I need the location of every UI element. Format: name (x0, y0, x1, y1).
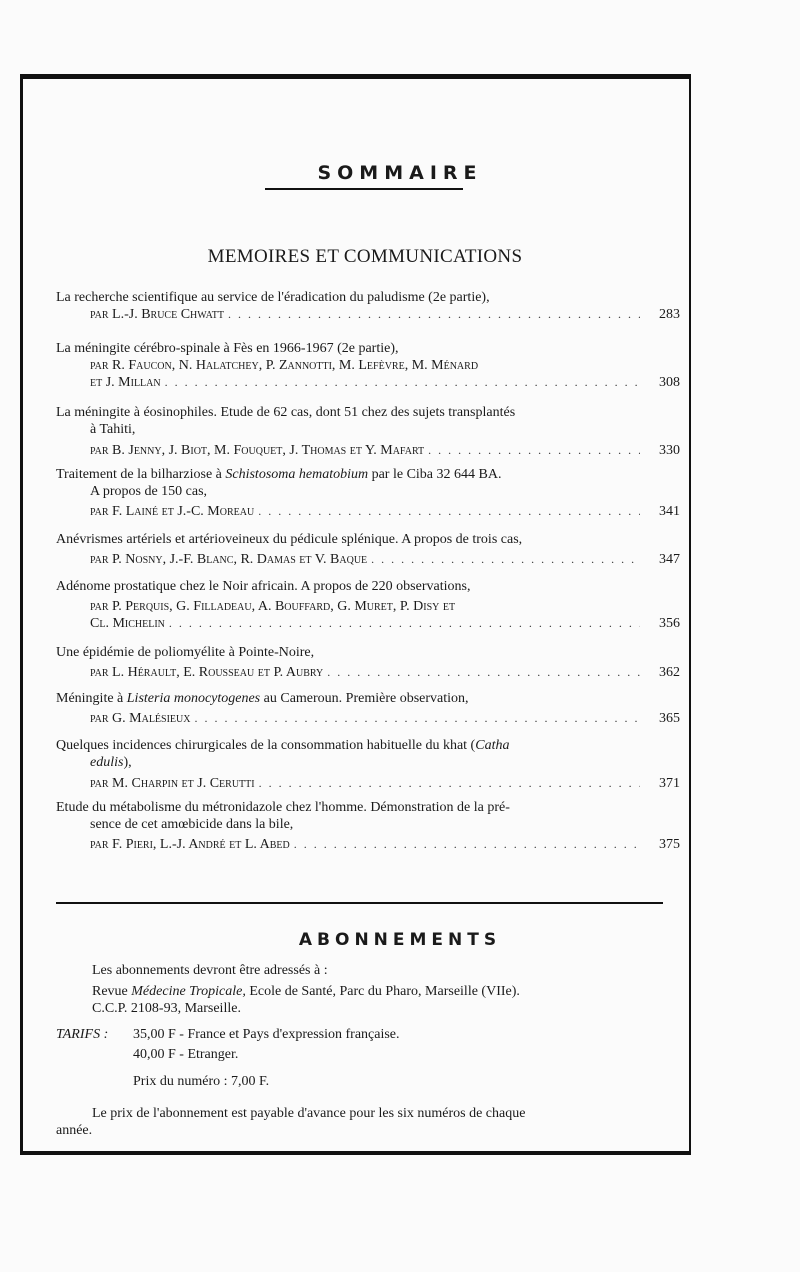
entry-page: 375 (659, 837, 680, 852)
entry-page: 308 (659, 375, 680, 390)
toc-entry (56, 737, 680, 792)
toc-entry (56, 466, 680, 520)
toc-entry (56, 690, 680, 727)
section-divider (56, 902, 663, 904)
entry-page: 365 (659, 711, 680, 726)
entry-page: 362 (659, 665, 680, 680)
entry-title: Quelques incidences chirurgicales de la consommation habituelle du khat (Catha (56, 738, 510, 753)
toc-entry (56, 799, 680, 853)
entry-page: 356 (659, 616, 680, 631)
sommaire-title: SOMMAIRE (317, 162, 483, 184)
toc-entry (56, 340, 680, 391)
entry-page: 330 (659, 443, 680, 458)
entry-authors-line: par P. Perquis, G. Filladeau, A. Bouffard, G. Muret, P. Disy et (90, 599, 456, 614)
entry-authors: par P. Nosny, J.-F. Blanc, R. Damas et V. Baque (90, 552, 368, 567)
section-title: MEMOIRES ET COMMUNICATIONS (207, 246, 523, 267)
entry-title: Méningite à Listeria monocytogenes au Cameroun. Première observation, (56, 691, 469, 706)
entry-page: 347 (659, 552, 680, 567)
tarif-etranger: 40,00 F - Etranger. (133, 1047, 239, 1062)
entry-authors: par F. Pieri, L.-J. André et L. Abed (90, 837, 290, 852)
entry-page: 341 (659, 504, 680, 519)
entry-authors: et J. Millan (90, 375, 161, 390)
entry-authors: par L.-J. Bruce Chwatt (90, 307, 224, 322)
entry-title: Etude du métabolisme du métronidazole chez l'homme. Démonstration de la pré- (56, 800, 510, 815)
prix-numero: Prix du numéro : 7,00 F. (133, 1074, 270, 1089)
entry-authors-line: par R. Faucon, N. Halatchey, P. Zannotti, M. Lefèvre, M. Ménard (90, 358, 479, 373)
toc-entry (56, 531, 680, 568)
entry-title: La méningite à éosinophiles. Etude de 62 cas, dont 51 chez des sujets transplantés (56, 405, 516, 420)
entry-authors: par M. Charpin et J. Cerutti (90, 776, 255, 791)
entry-title: Traitement de la bilharziose à Schistosoma hematobium par le Ciba 32 644 BA. (56, 467, 502, 482)
tarif-france: 35,00 F - France et Pays d'expression française. (133, 1027, 400, 1042)
abonnements-ccp: C.C.P. 2108-93, Marseille. (92, 1001, 241, 1016)
entry-title: Une épidémie de poliomyélite à Pointe-Noire, (56, 645, 315, 660)
entry-title-cont: à Tahiti, (90, 422, 136, 437)
title-underline (265, 188, 463, 190)
toc-entry (56, 578, 680, 632)
entry-title: Anévrismes artériels et artérioveineux du pédicule splénique. A propos de trois cas, (56, 532, 523, 547)
abonnements-title: ABONNEMENTS (298, 930, 502, 950)
entry-authors: par F. Lainé et J.-C. Moreau (90, 504, 255, 519)
abonnement-note: Le prix de l'abonnement est payable d'avance pour les six numéros de chaque (92, 1106, 526, 1121)
entry-title-cont: edulis), (90, 755, 132, 770)
entry-authors: par G. Malésieux (90, 711, 191, 726)
entry-authors: par L. Hérault, E. Rousseau et P. Aubry (90, 665, 324, 680)
entry-authors: Cl. Michelin (90, 616, 165, 631)
entry-title: Adénome prostatique chez le Noir africain. A propos de 220 observations, (56, 579, 471, 594)
entry-title-cont: sence de cet amœbicide dans la bile, (90, 817, 294, 832)
entry-page: 371 (659, 776, 680, 791)
abonnement-note-cont: année. (56, 1123, 93, 1138)
abonnements-intro: Les abonnements devront être adressés à : (92, 963, 328, 978)
tarifs-label: TARIFS : (56, 1027, 109, 1042)
entry-title: La recherche scientifique au service de l'éradication du paludisme (2e partie), (56, 290, 490, 305)
abonnements-address: Revue Médecine Tropicale, Ecole de Santé, Parc du Pharo, Marseille (VIIe). (92, 984, 520, 999)
entry-authors: par B. Jenny, J. Biot, M. Fouquet, J. Thomas et Y. Mafart (90, 443, 425, 458)
toc-entry (56, 404, 680, 459)
entry-page: 283 (659, 307, 680, 322)
entry-title-cont: A propos de 150 cas, (90, 484, 208, 499)
toc-entry (56, 644, 680, 681)
toc-entry (56, 289, 680, 323)
entry-title: La méningite cérébro-spinale à Fès en 1966-1967 (2e partie), (56, 341, 399, 356)
